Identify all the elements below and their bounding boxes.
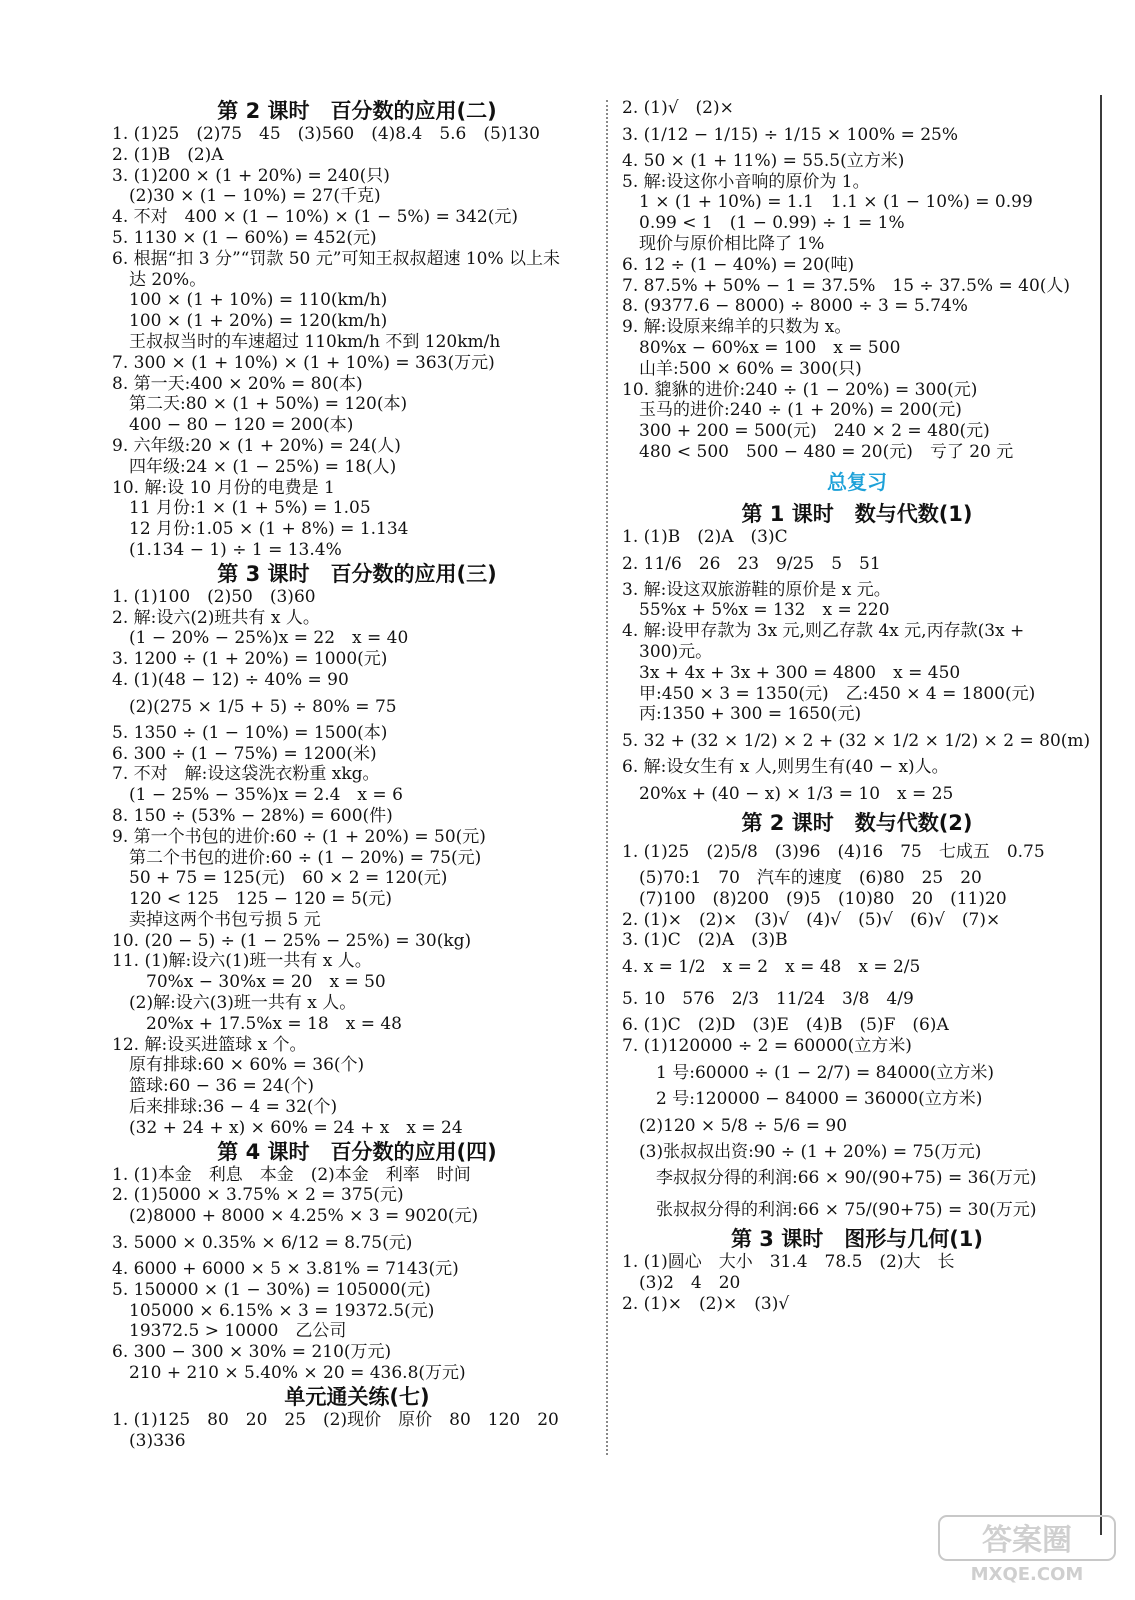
answer-line: (1 − 20% − 25%)x = 22 x = 40 [112,628,409,649]
watermark-text: 答案圈 [982,1523,1072,1558]
answer-line: 1. (1)125 80 20 25 (2)现价 原价 80 120 20 [112,1409,559,1430]
answer-line: 4. 不对 400 × (1 − 10%) × (1 − 5%) = 342(元) [112,207,518,228]
answer-line: (2)解:设六(3)班一共有 x 人。 [112,993,357,1014]
answer-line: 2. (1)B (2)A [112,144,224,165]
answer-line: 70%x − 30%x = 20 x = 50 [112,972,386,993]
answer-line: 后来排球:36 − 4 = 32(个) [112,1097,338,1118]
answer-line: 5. 解:设这你小音响的原价为 1。 [622,171,870,192]
answer-line: 50 + 75 = 125(元) 60 × 2 = 120(元) [112,868,448,889]
answer-line: 1. (1)25 (2)75 45 (3)560 (4)8.4 5.6 (5)130 [112,124,540,144]
answer-line: 400 − 80 − 120 = 200(本) [112,415,354,436]
answer-line: 300 + 200 = 500(元) 240 × 2 = 480(元) [622,421,990,442]
answer-line: 5. 10 576 2/3 11/24 3/8 4/9 [622,989,914,1010]
answer-line: 8. 150 ÷ (53% − 28%) = 600(件) [112,805,393,826]
answer-line: 李叔叔分得的利润:66 × 90/(90+75) = 36(万元) [622,1168,1037,1189]
answer-line: 3. (1/12 − 1/15) ÷ 1/15 × 100% = 25% [622,124,959,145]
answer-line: 1. (1)本金 利息 本金 (2)本金 利率 时间 [112,1164,471,1185]
answer-line: 480 < 500 500 − 480 = 20(元) 亏了 20 元 [622,441,1014,462]
answer-line: 王叔叔当时的车速超过 110km/h 不到 120km/h [112,331,501,352]
answer-line: 5. 150000 × (1 − 30%) = 105000(元) [112,1279,431,1300]
answer-line: 8. (9377.6 − 8000) ÷ 8000 ÷ 3 = 5.74% [622,296,968,317]
answer-line: 7. (1)120000 ÷ 2 = 60000(立方米) [622,1035,912,1056]
answer-line: 现价与原价相比降了 1% [622,233,825,254]
lesson-heading: 第 2 课时 百分数的应用(二) [217,99,497,123]
answer-line: 1 号:60000 ÷ (1 − 2/7) = 84000(立方米) [622,1062,994,1083]
answer-line: 120 < 125 125 − 120 = 5(元) [112,889,393,910]
answer-line: 3. (1)200 × (1 + 20%) = 240(只) [112,165,390,186]
answer-line: 6. 300 − 300 × 30% = 210(万元) [112,1342,392,1363]
left-column [112,98,602,1451]
answer-line: 4. 6000 + 6000 × 5 × 3.81% = 7143(元) [112,1259,459,1280]
answer-line: 2. (1)× (2)× (3)√ (4)√ (5)√ (6)√ (7)× [622,909,1001,930]
answer-line: (1 − 25% − 35%)x = 2.4 x = 6 [112,785,403,806]
answer-line: 105000 × 6.15% × 3 = 19372.5(元) [112,1300,435,1321]
answer-line: 6. 根据“扣 3 分”“罚款 50 元”可知王叔叔超速 10% 以上未 [112,248,561,269]
answer-line: (3)张叔叔出资:90 ÷ (1 + 20%) = 75(万元) [622,1141,982,1162]
answer-line: 1. (1)圆心 大小 31.4 78.5 (2)大 长 [622,1252,955,1273]
answer-line: 8. 第一天:400 × 20% = 80(本) [112,373,363,394]
answer-line: 卖掉这两个书包亏损 5 元 [112,909,321,930]
answer-line: (5)70:1 70 汽车的速度 (6)80 25 20 [622,867,982,888]
answer-line: 5. 1350 ÷ (1 − 10%) = 1500(本) [112,722,388,743]
answer-line: (2)30 × (1 − 10%) = 27(千克) [112,186,381,207]
right-column [622,98,1092,1315]
answer-line: (32 + 24 + x) × 60% = 24 + x x = 24 [112,1117,463,1138]
answer-line: 55%x + 5%x = 132 x = 220 [622,600,890,621]
lesson-heading: 第 4 课时 百分数的应用(四) [217,1139,497,1164]
answer-line: 20%x + 17.5%x = 18 x = 48 [112,1013,402,1034]
lesson-heading: 第 1 课时 数与代数(1) [741,501,973,526]
answer-line: 2. (1)√ (2)× [622,98,734,118]
answer-line: 3. 5000 × 0.35% × 6/12 = 8.75(元) [112,1233,413,1254]
answer-line: 4. 50 × (1 + 11%) = 55.5(立方米) [622,150,905,171]
answer-line: 甲:450 × 3 = 1350(元) 乙:450 × 4 = 1800(元) [622,683,1036,704]
answer-line: (2)8000 + 8000 × 4.25% × 3 = 9020(元) [112,1206,479,1227]
page-edge-line [1100,95,1102,1535]
answer-line: 210 + 210 × 5.40% × 20 = 436.8(万元) [112,1363,466,1384]
answer-line: 第二个书包的进价:60 ÷ (1 − 20%) = 75(元) [112,847,482,868]
answer-line: 7. 87.5% + 50% − 1 = 37.5% 15 ÷ 37.5% = 40(人) [622,275,1071,296]
answer-line: 6. 12 ÷ (1 − 40%) = 20(吨) [622,254,855,275]
answer-line: 3. 解:设这双旅游鞋的原价是 x 元。 [622,579,891,600]
answer-line: 篮球:60 − 36 = 24(个) [112,1076,314,1097]
answer-line: 四年级:24 × (1 − 25%) = 18(人) [112,456,397,477]
answer-line: 5. 1130 × (1 − 60%) = 452(元) [112,227,377,248]
answer-line: 6. 解:设女生有 x 人,则男生有(40 − x)人。 [622,757,949,778]
answer-line: 6. (1)C (2)D (3)E (4)B (5)F (6)A [622,1015,949,1036]
answer-line: (3)2 4 20 [622,1273,741,1294]
watermark-subtext: MXQE.COM [970,1564,1084,1584]
answer-line: 10. 貔貅的进价:240 ÷ (1 − 20%) = 300(元) [622,379,978,400]
lesson-heading: 第 3 课时 图形与几何(1) [730,1227,984,1252]
answer-line: 4. x = 1/2 x = 2 x = 48 x = 2/5 [622,957,921,978]
section-title: 总复习 [827,469,887,494]
answer-line: 2. 解:设六(2)班共有 x 人。 [112,607,320,628]
answer-line: 11. (1)解:设六(1)班一共有 x 人。 [112,951,372,972]
answer-line: 达 20%。 [112,269,207,290]
answer-line: (2)(275 × 1/5 + 5) ÷ 80% = 75 [112,696,397,717]
answer-line: 12 月份:1.05 × (1 + 8%) = 1.134 [112,519,409,540]
lesson-heading: 第 3 课时 百分数的应用(三) [217,561,497,586]
answer-line: 5. 32 + (32 × 1/2) × 2 + (32 × 1/2 × 1/2) × 2 = 80(m) [622,731,1091,752]
answer-line: 2. 11/6 26 23 9/25 5 51 [622,553,881,574]
answer-line: 7. 300 × (1 + 10%) × (1 + 10%) = 363(万元) [112,352,495,373]
answer-line: 1. (1)100 (2)50 (3)60 [112,586,316,607]
watermark-logo [937,1512,1117,1584]
lesson-heading: 单元通关练(七) [284,1384,430,1409]
answer-line: 9. 解:设原来绵羊的只数为 x。 [622,317,852,338]
answer-line: 12. 解:设买进篮球 x 个。 [112,1034,307,1055]
answer-line: 300)元。 [622,641,713,662]
answer-line: 2 号:120000 − 84000 = 36000(立方米) [622,1088,983,1109]
answer-line: 1. (1)25 (2)5/8 (3)96 (4)16 75 七成五 0.75 [622,841,1045,862]
answer-line: 3. (1)C (2)A (3)B [622,930,788,951]
answer-line: 10. 解:设 10 月份的电费是 1 [112,477,335,498]
answer-line: 玉马的进价:240 ÷ (1 + 20%) = 200(元) [622,400,962,421]
answer-line: 100 × (1 + 10%) = 110(km/h) [112,290,388,311]
answer-line: 0.99 < 1 (1 − 0.99) ÷ 1 = 1% [622,213,905,234]
answer-line: 4. 解:设甲存款为 3x 元,则乙存款 4x 元,丙存款(3x + [622,621,1025,642]
answer-line: 10. (20 − 5) ÷ (1 − 25% − 25%) = 30(kg) [112,930,472,951]
answer-line: (1.134 − 1) ÷ 1 = 13.4% [112,539,342,560]
answer-line: 20%x + (40 − x) × 1/3 = 10 x = 25 [622,783,954,804]
answer-line: 9. 第一个书包的进价:60 ÷ (1 + 20%) = 50(元) [112,826,486,847]
answer-line: 丙:1350 + 300 = 1650(元) [622,704,862,725]
answer-line: 80%x − 60%x = 100 x = 500 [622,337,901,358]
answer-line: 4. (1)(48 − 12) ÷ 40% = 90 [112,669,349,690]
answer-line: 1 × (1 + 10%) = 1.1 1.1 × (1 − 10%) = 0.99 [622,192,1033,213]
answer-line: 19372.5 > 10000 乙公司 [112,1321,347,1342]
answer-line: 11 月份:1 × (1 + 5%) = 1.05 [112,498,371,519]
answer-line: 3. 1200 ÷ (1 + 20%) = 1000(元) [112,649,388,670]
answer-line: 2. (1)5000 × 3.75% × 2 = 375(元) [112,1185,404,1206]
answer-line: 7. 不对 解:设这袋洗衣粉重 xkg。 [112,764,380,785]
answer-line: 原有排球:60 × 60% = 36(个) [112,1055,365,1076]
answer-line: (7)100 (8)200 (9)5 (10)80 20 (11)20 [622,888,1007,909]
column-divider [606,100,608,1455]
answer-line: 张叔叔分得的利润:66 × 75/(90+75) = 30(万元) [622,1200,1037,1221]
answer-line: 6. 300 ÷ (1 − 75%) = 1200(米) [112,743,377,764]
answer-line: 100 × (1 + 20%) = 120(km/h) [112,311,388,332]
answer-line: (2)120 × 5/8 ÷ 5/6 = 90 [622,1115,848,1136]
answer-line: (3)336 [112,1430,186,1451]
lesson-heading: 第 2 课时 数与代数(2) [741,810,973,835]
answer-line: 2. (1)× (2)× (3)√ [622,1293,790,1314]
answer-line: 1. (1)B (2)A (3)C [622,526,788,547]
answer-line: 9. 六年级:20 × (1 + 20%) = 24(人) [112,435,401,456]
answer-line: 第二天:80 × (1 + 50%) = 120(本) [112,394,408,415]
answer-line: 山羊:500 × 60% = 300(只) [622,358,862,379]
answer-line: 3x + 4x + 3x + 300 = 4800 x = 450 [622,662,961,683]
